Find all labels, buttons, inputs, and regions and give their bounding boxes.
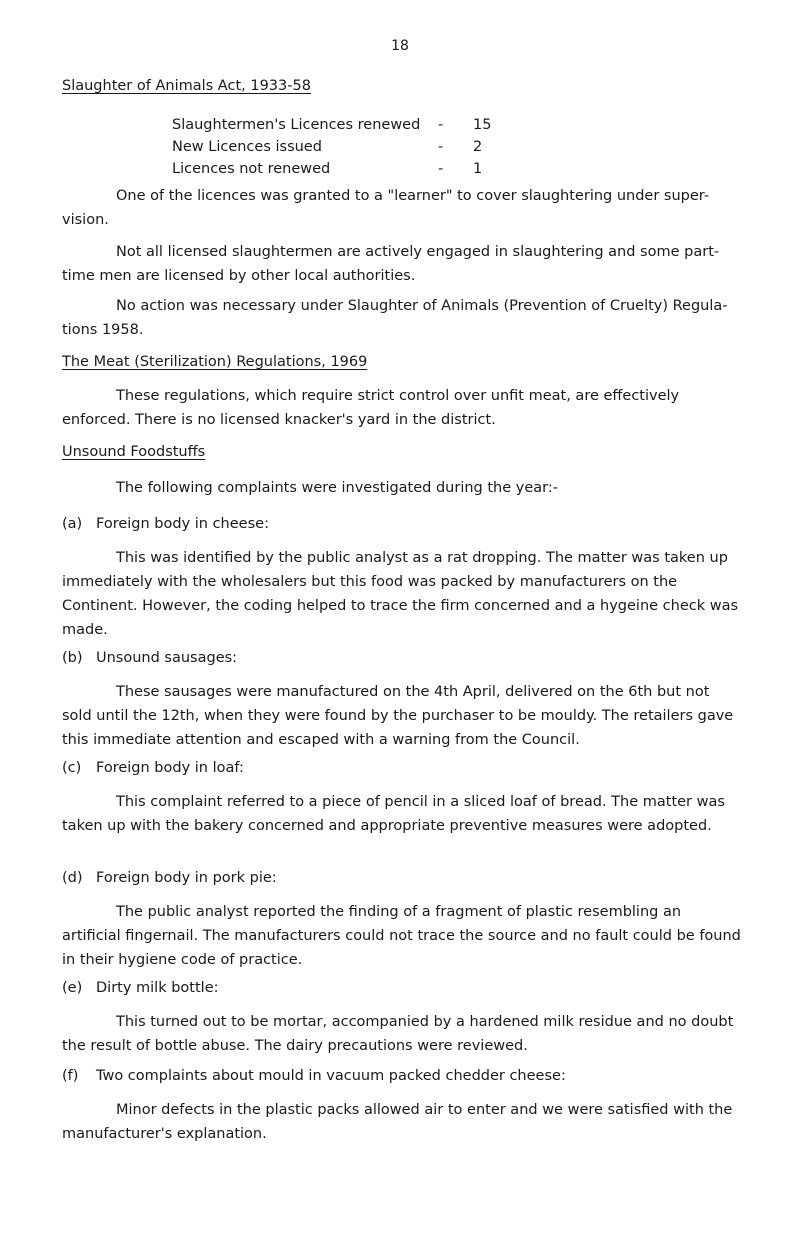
list-item-heading bbox=[62, 646, 237, 670]
item-title: Foreign body in cheese: bbox=[96, 516, 269, 532]
item-label: (b) bbox=[62, 650, 83, 666]
item-title: Dirty milk bottle: bbox=[96, 980, 219, 996]
list-item-heading bbox=[62, 976, 219, 1000]
list-item-text: This complaint referred to a piece of pencil in a sliced loaf of bread. The matter was taken up with the bakery concerned and appropriate preventive measures were adopted. bbox=[62, 794, 725, 834]
item-label: (d) bbox=[62, 870, 83, 886]
item-label: (e) bbox=[62, 980, 83, 996]
licence-count: 1 bbox=[473, 161, 483, 177]
item-title: Two complaints about mould in vacuum packed chedder cheese: bbox=[96, 1068, 566, 1084]
licences-table bbox=[172, 114, 513, 180]
paragraph-no-action: No action was necessary under Slaughter of Animals (Prevention of Cruelty) Regula-tions 1958. bbox=[62, 298, 728, 338]
item-label: (c) bbox=[62, 760, 82, 776]
licence-dash: - bbox=[438, 161, 444, 177]
section-heading-unsound-foodstuffs: Unsound Foodstuffs bbox=[62, 444, 206, 460]
licence-count: 15 bbox=[473, 117, 492, 133]
list-item-heading bbox=[62, 756, 244, 780]
item-title: Unsound sausages: bbox=[96, 650, 238, 666]
section-heading-meat-regulations: The Meat (Sterilization) Regulations, 1969 bbox=[62, 354, 368, 370]
list-item-heading bbox=[62, 512, 269, 536]
item-label: (f) bbox=[62, 1068, 79, 1084]
list-item-text: This was identified by the public analyst as a rat dropping. The matter was taken up immediately with the wholesalers but this food was packed by manufacturers on the Continent. However, the coding helped to trace the firm concerned and a hygeine check was made. bbox=[62, 550, 739, 638]
paragraph-intro: The following complaints were investigated during the year:- bbox=[116, 480, 558, 496]
licence-count: 2 bbox=[473, 139, 483, 155]
list-item-heading bbox=[62, 866, 277, 890]
list-item-heading bbox=[62, 1064, 566, 1088]
item-title: Foreign body in loaf: bbox=[96, 760, 244, 776]
licence-label: Licences not renewed bbox=[172, 161, 331, 177]
list-item-text: The public analyst reported the finding of a fragment of plastic resembling an artificial fingernail. The manufacturers could not trace the source and no fault could be found in their hygiene code of practice. bbox=[62, 904, 741, 968]
licence-dash: - bbox=[438, 139, 444, 155]
licence-dash: - bbox=[438, 117, 444, 133]
table-row bbox=[172, 114, 513, 136]
table-row bbox=[172, 136, 513, 158]
item-label: (a) bbox=[62, 516, 83, 532]
licence-label: Slaughtermen's Licences renewed bbox=[172, 117, 421, 133]
paragraph-part-time: Not all licensed slaughtermen are actively engaged in slaughtering and some part-time men are licensed by other local authorities. bbox=[62, 244, 720, 284]
section-heading-slaughter-act: Slaughter of Animals Act, 1933-58 bbox=[62, 78, 311, 94]
item-title: Foreign body in pork pie: bbox=[96, 870, 277, 886]
page-number: 18 bbox=[391, 38, 409, 54]
paragraph-learner: One of the licences was granted to a "learner" to cover slaughtering under super-vision. bbox=[62, 188, 710, 228]
licence-label: New Licences issued bbox=[172, 139, 322, 155]
paragraph-regulations: These regulations, which require strict control over unfit meat, are effectively enforced. There is no licensed knacker's yard in the district. bbox=[62, 388, 680, 428]
list-item-text: Minor defects in the plastic packs allowed air to enter and we were satisfied with the manufacturer's explanation. bbox=[62, 1102, 733, 1142]
table-row bbox=[172, 158, 513, 180]
list-item-text: This turned out to be mortar, accompanied by a hardened milk residue and no doubt the result of bottle abuse. The dairy precautions were reviewed. bbox=[62, 1014, 734, 1054]
list-item-text: These sausages were manufactured on the 4th April, delivered on the 6th but not sold until the 12th, when they were found by the purchaser to be mouldy. The retailers gave this immediate attention and escaped with a warning from the Council. bbox=[62, 684, 734, 748]
